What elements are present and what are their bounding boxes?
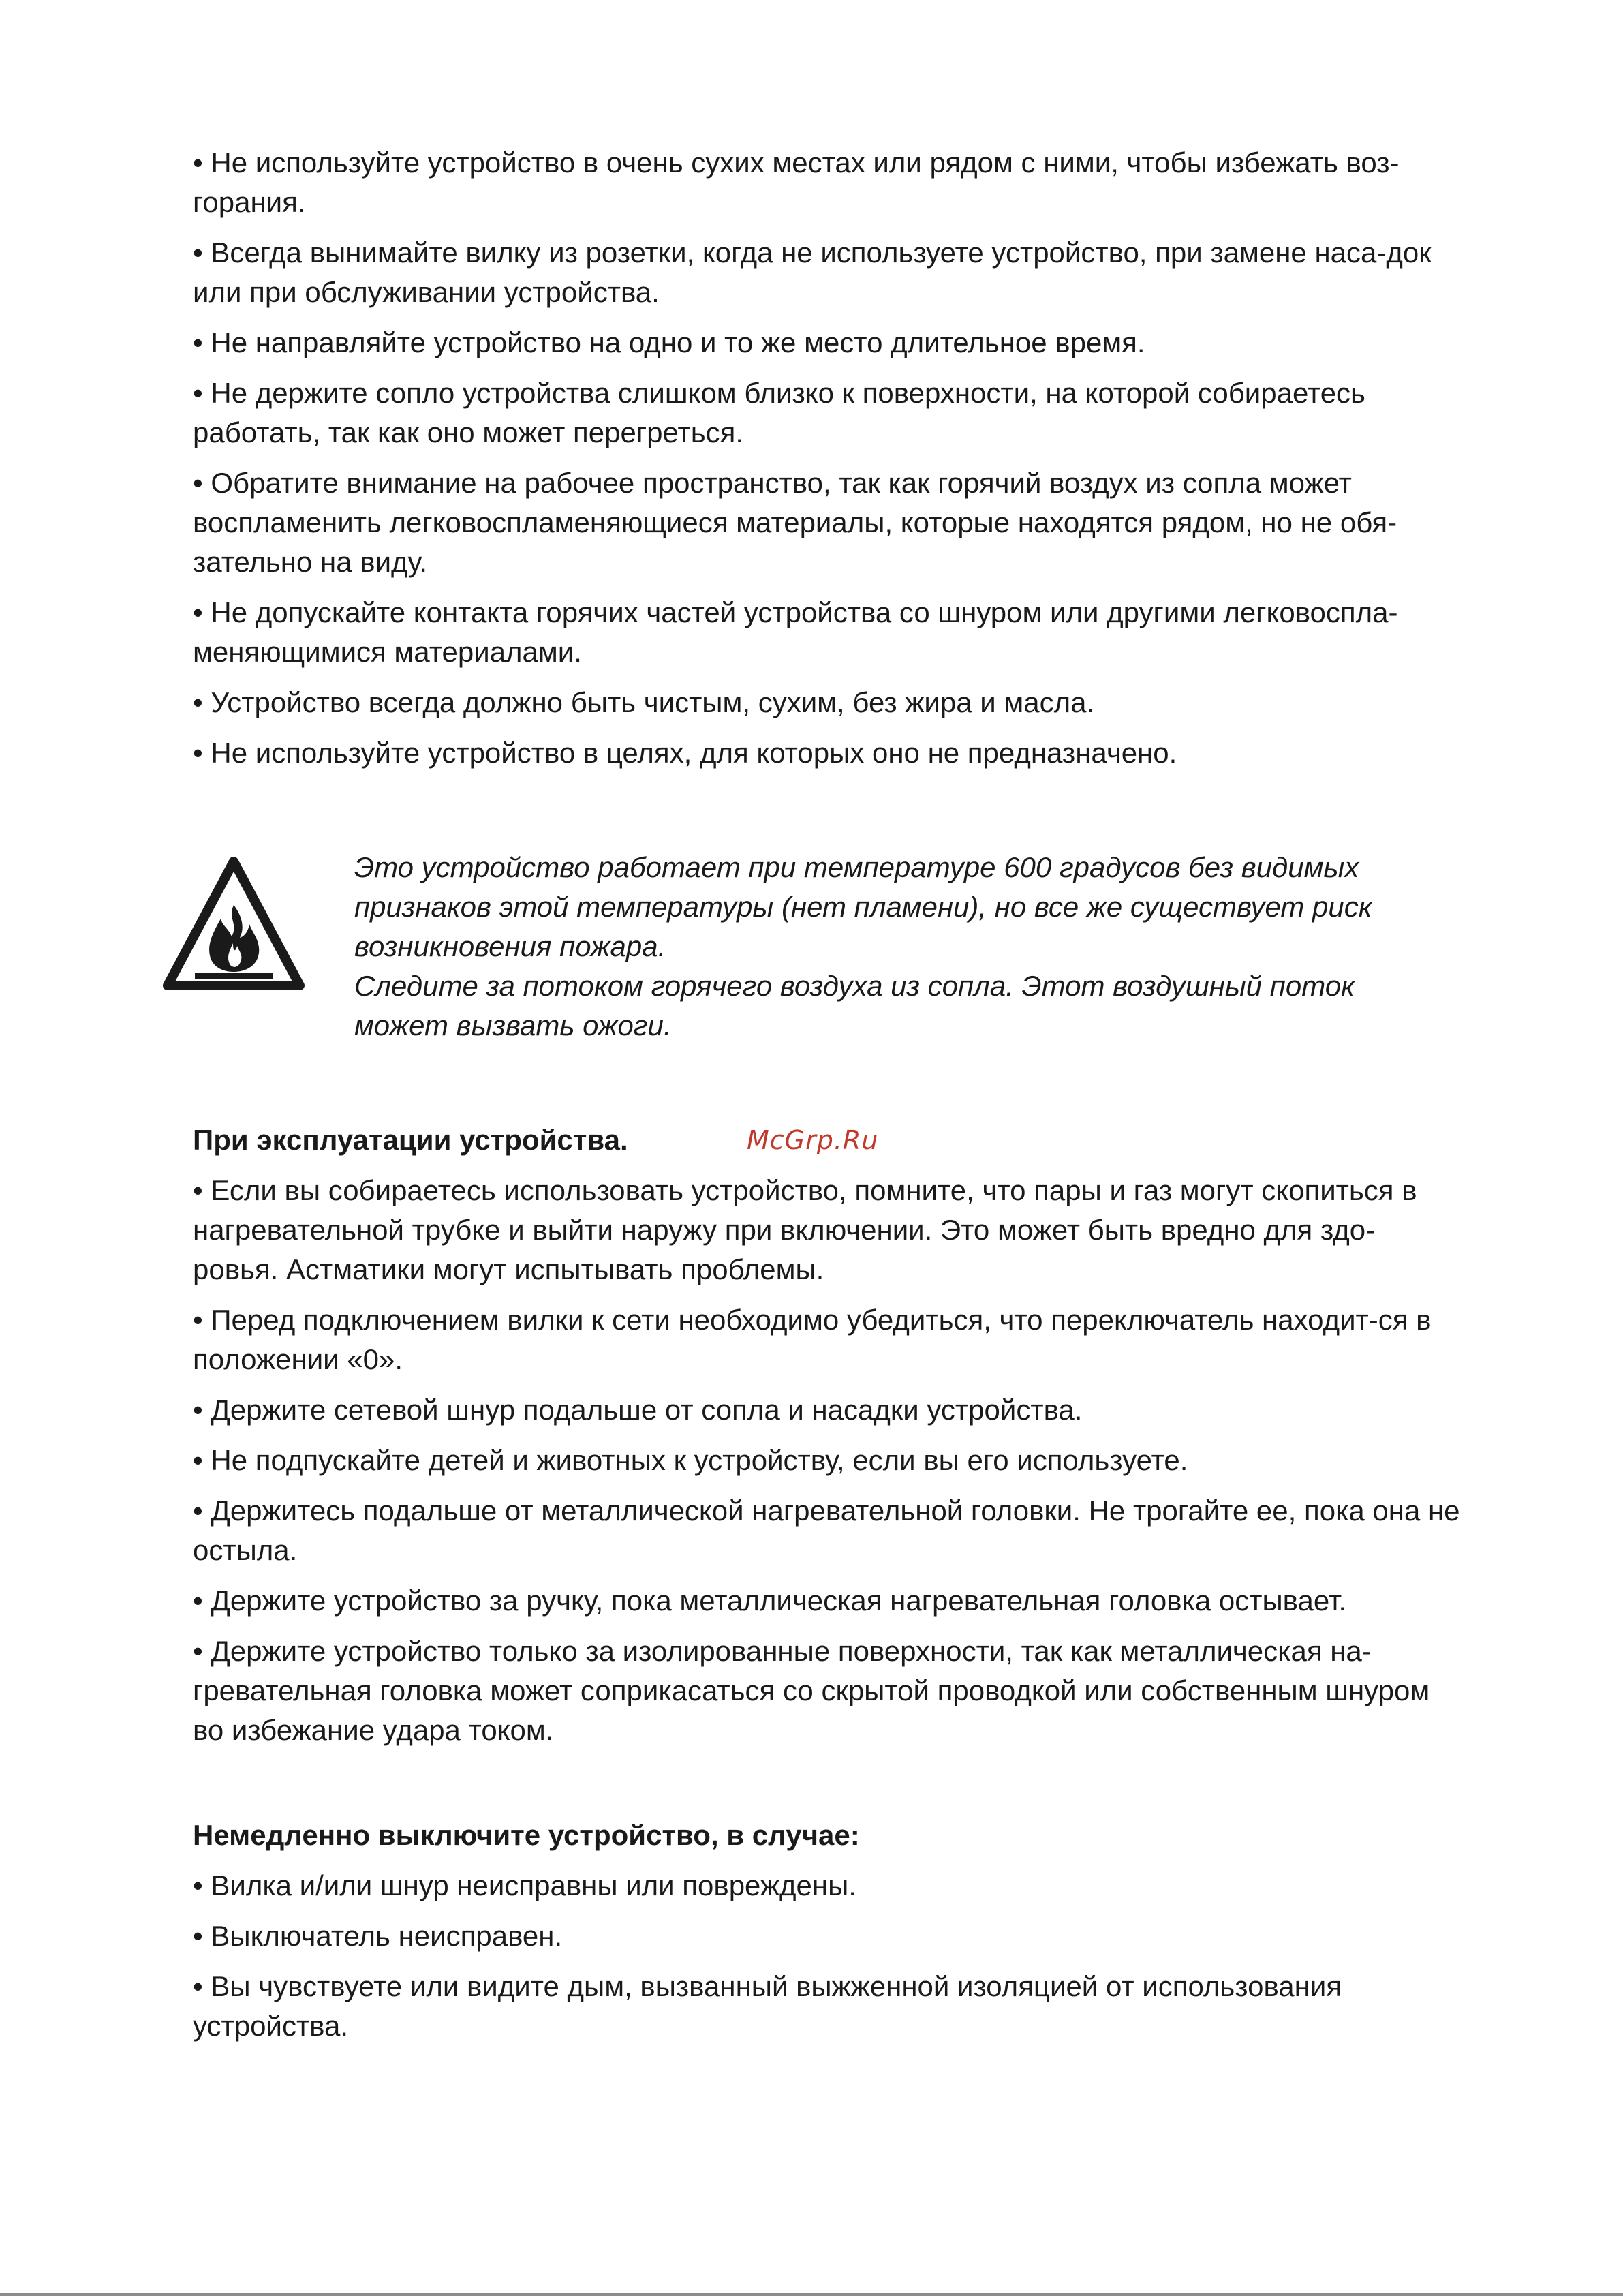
fire-hazard-triangle-icon <box>162 856 305 992</box>
list-item: • Если вы собираетесь использовать устройство, помните, что пары и газ могут скопиться в нагревательной трубке и выйти наружу при включении. Это может быть вредно для здо-ровья. Астматики могут испытывать проблемы. <box>193 1174 1417 1285</box>
list-item: • Не держите сопло устройства слишком близко к поверхности, на которой собираетесь работать, так как оно может перегреться. <box>193 377 1365 448</box>
list-item: • Вы чувствуете или видите дым, вызванный выжженной изоляцией от использования устройства. <box>193 1970 1342 2042</box>
list-item: • Вилка и/или шнур неисправны или повреждены. <box>193 1869 856 1901</box>
page-bottom-rule <box>0 2293 1623 2296</box>
warning-line-fire-risk: Это устройство работает при температуре 600 градусов без видимых признаков этой температуры (нет пламени), но все же существует риск возникновения пожара. <box>354 851 1372 962</box>
safety-list-general <box>193 143 1460 773</box>
list-item: • Держите сетевой шнур подальше от сопла и насадки устройства. <box>193 1394 1083 1426</box>
document-page <box>193 143 1460 2057</box>
list-item: • Не направляйте устройство на одно и то же место длительное время. <box>193 326 1145 358</box>
warning-line-burns: Следите за потоком горячего воздуха из сопла. Этот воздушный поток может вызвать ожоги. <box>354 970 1355 1041</box>
section-heading-shutdown: Немедленно выключите устройство, в случае: <box>193 1819 860 1851</box>
list-item: • Держите устройство только за изолированные поверхности, так как металлическая на-гревательная головка может соприкасаться со скрытой проводкой или собственным шнуром во избежание удара током. <box>193 1635 1430 1746</box>
list-item: • Не используйте устройство в очень сухих местах или рядом с ними, чтобы избежать воз-горания. <box>193 147 1400 218</box>
list-item: • Не используйте устройство в целях, для которых оно не предназначено. <box>193 737 1177 769</box>
list-item: • Держите устройство за ручку, пока металлическая нагревательная головка остывает. <box>193 1585 1347 1617</box>
list-item: • Держитесь подальше от металлической нагревательной головки. Не трогайте ее, пока она не остыла. <box>193 1495 1460 1566</box>
safety-list-shutdown <box>193 1866 1460 2046</box>
safety-list-operation <box>193 1171 1460 1750</box>
list-item: • Выключатель неисправен. <box>193 1920 563 1952</box>
list-item: • Всегда вынимайте вилку из розетки, когда не используете устройство, при замене наса-док или при обслуживании устройства. <box>193 236 1432 308</box>
section-spacer <box>193 1761 1460 1816</box>
list-item: • Перед подключением вилки к сети необходимо убедиться, что переключатель находит-ся в положении «0». <box>193 1304 1432 1375</box>
list-item: • Не допускайте контакта горячих частей устройства со шнуром или другими легковоспла-меняющимися материалами. <box>193 596 1398 668</box>
list-item: • Устройство всегда должно быть чистым, сухим, без жира и масла. <box>193 686 1095 718</box>
fire-warning-block <box>193 848 1460 1045</box>
section-heading-operation: При эксплуатации устройства. <box>193 1124 628 1156</box>
list-item: • Обратите внимание на рабочее пространство, так как горячий воздух из сопла может воспламенить легковоспламеняющиеся материалы, которые находятся рядом, но не обя-зательно на виду. <box>193 467 1397 578</box>
list-item: • Не подпускайте детей и животных к устройству, если вы его используете. <box>193 1444 1188 1476</box>
watermark-text: McGrp.Ru <box>747 1125 879 1155</box>
warning-text <box>354 848 1451 1045</box>
operation-heading-row <box>193 1120 1460 1160</box>
